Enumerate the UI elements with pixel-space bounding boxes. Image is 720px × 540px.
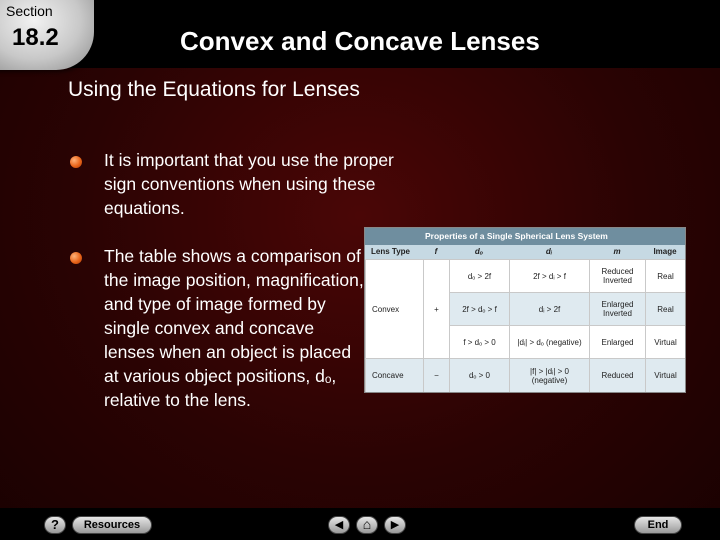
cell-di: |dᵢ| > dₒ (negative) (509, 325, 589, 358)
bullet-icon (70, 252, 82, 264)
bullet-text-2: The table shows a comparison of the image position, magnification, and type of image formed by single convex and concave lenses when an object is placed at various object positions, dₒ, relative to the lens. (104, 246, 364, 410)
col-header-m: m (589, 245, 645, 259)
table-title: Properties of a Single Spherical Lens System (365, 228, 685, 245)
cell-di: dᵢ > 2f (509, 292, 589, 325)
next-button[interactable]: ▶ (384, 516, 406, 534)
col-header-lens-type: Lens Type (365, 245, 423, 259)
previous-button[interactable]: ◀ (328, 516, 350, 534)
cell-do: dₒ > 0 (449, 358, 509, 392)
cell-m: Enlarged (589, 325, 645, 358)
cell-do: 2f > dₒ > f (449, 292, 509, 325)
cell-image: Real (645, 292, 685, 325)
help-button[interactable]: ? (44, 516, 66, 534)
slide-subtitle: Using the Equations for Lenses (68, 78, 360, 101)
bullet-icon (70, 156, 82, 168)
col-header-f: f (423, 245, 449, 259)
cell-image: Virtual (645, 358, 685, 392)
col-header-image: Image (645, 245, 685, 259)
cell-di: |f| > |dᵢ| > 0 (negative) (509, 358, 589, 392)
col-header-di: dᵢ (509, 245, 589, 259)
cell-lens-concave: Concave (365, 358, 423, 392)
cell-do: f > dₒ > 0 (449, 325, 509, 358)
end-button[interactable]: End (634, 516, 682, 534)
home-button[interactable]: ⌂ (356, 516, 378, 534)
section-badge (0, 0, 94, 70)
section-number: 18.2 (12, 24, 59, 51)
cell-f-convex: + (423, 259, 449, 358)
cell-do: dₒ > 2f (449, 259, 509, 292)
cell-m: Enlarged Inverted (589, 292, 645, 325)
cell-m: Reduced (589, 358, 645, 392)
cell-di: 2f > dᵢ > f (509, 259, 589, 292)
cell-image: Virtual (645, 325, 685, 358)
bullet-text-1: It is important that you use the proper sign conventions when using these equations. (104, 150, 394, 218)
cell-f-concave: − (423, 358, 449, 392)
col-header-do: dₒ (449, 245, 509, 259)
footer-bar (0, 508, 720, 540)
lens-properties-table (364, 227, 686, 393)
cell-image: Real (645, 259, 685, 292)
section-label: Section (6, 3, 53, 19)
cell-m: Reduced Inverted (589, 259, 645, 292)
cell-lens-convex: Convex (365, 259, 423, 358)
slide-title: Convex and Concave Lenses (180, 26, 540, 56)
resources-button[interactable]: Resources (72, 516, 152, 534)
